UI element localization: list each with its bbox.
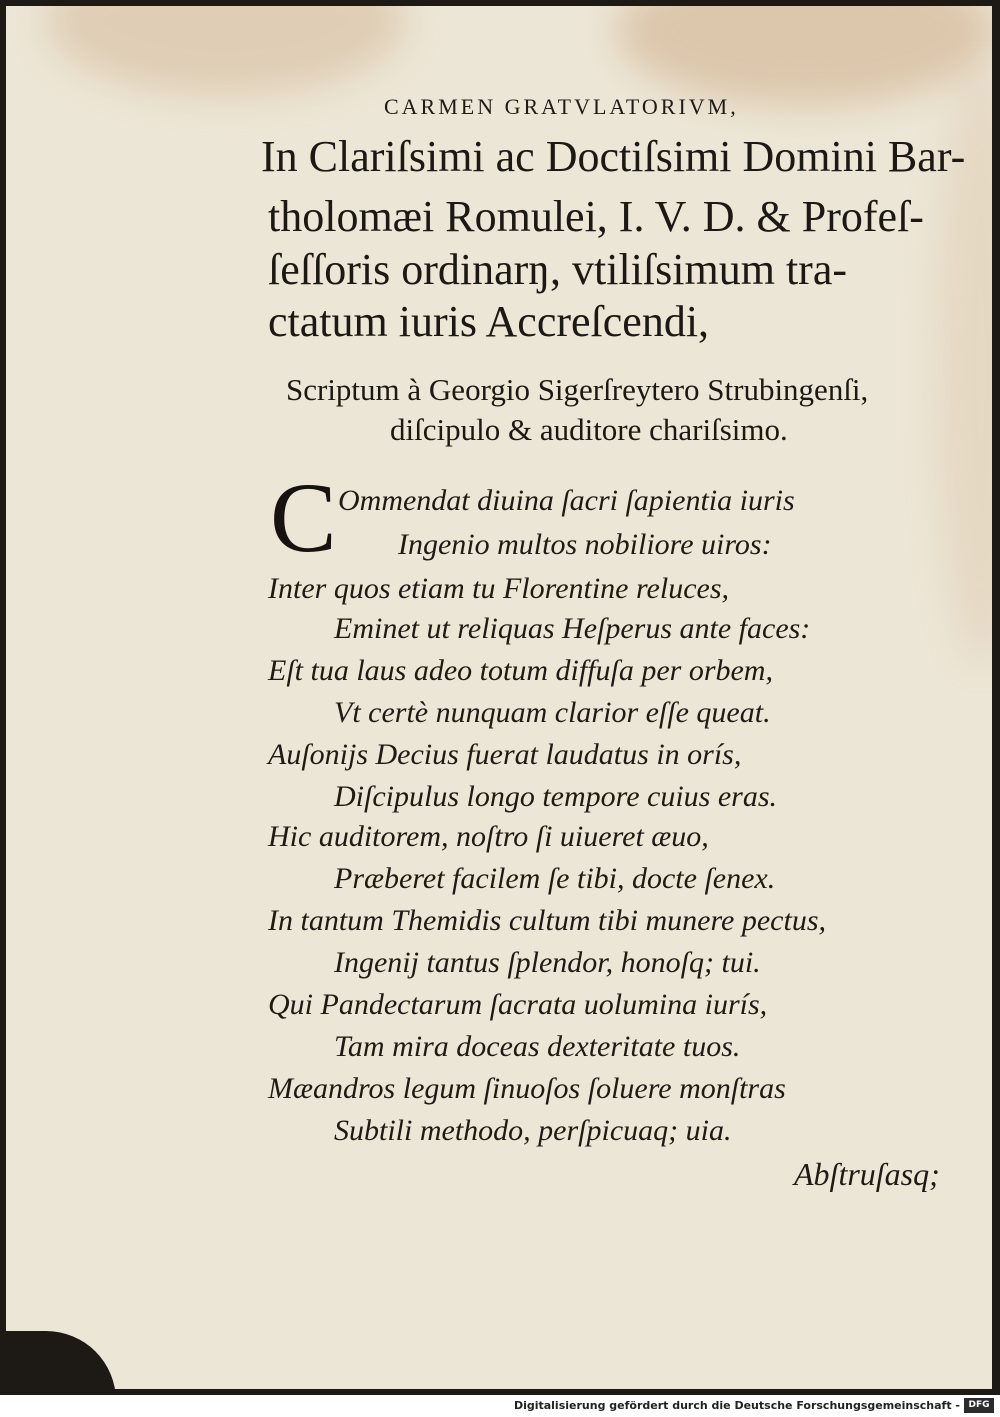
drop-cap: C bbox=[270, 462, 337, 573]
subtitle-line: diſcipulo & auditore chariſsimo. bbox=[390, 412, 788, 447]
verse-line: Ingenij tantus ſplendor, honoſq; tui. bbox=[334, 946, 761, 979]
verse-line: Hic auditorem, noſtro ſi uiueret æuo, bbox=[268, 820, 709, 853]
verse-line: Eminet ut reliquas Heſperus ante faces: bbox=[334, 612, 811, 645]
title-line: tholomæi Romulei, I. V. D. & Profeſ- bbox=[268, 192, 924, 241]
footer-credit: Digitalisierung gefördert durch die Deutsche Forschungsgemeinschaft - bbox=[513, 1399, 960, 1412]
verse-line: Inter quos etiam tu Florentine reluces, bbox=[268, 572, 730, 605]
water-stain bbox=[616, 6, 992, 106]
verse-line: Diſcipulus longo tempore cuius eras. bbox=[334, 780, 778, 813]
verse-line: Auſonijs Decius fuerat laudatus in orís, bbox=[268, 738, 742, 771]
verse-line: Mæandros legum ſinuoſos ſoluere monſtras bbox=[268, 1072, 786, 1105]
water-stain bbox=[46, 6, 406, 96]
running-head: CARMEN GRATVLATORIVM, bbox=[384, 94, 739, 119]
subtitle-line: Scriptum à Georgio Sigerſreytero Strubingenſi, bbox=[286, 372, 869, 407]
verse-line: In tantum Themidis cultum tibi munere pectus, bbox=[268, 904, 826, 937]
verse-line: Qui Pandectarum ſacrata uolumina iurís, bbox=[268, 988, 768, 1021]
verse-line: Præberet facilem ſe tibi, docte ſenex. bbox=[334, 862, 776, 895]
verse-line: Eſt tua laus adeo totum diffuſa per orbem, bbox=[268, 654, 773, 687]
verse-line: Subtili methodo, perſpicuaq; uia. bbox=[334, 1114, 732, 1147]
verse-line: Ingenio multos nobiliore uiros: bbox=[398, 528, 772, 561]
title-line: ſeſſoris ordinarŋ, vtiliſsimum tra- bbox=[268, 245, 848, 294]
title-line: ctatum iuris Accreſcendi, bbox=[268, 297, 710, 346]
catchword: Abſtruſasq; bbox=[794, 1156, 940, 1192]
title-line: In Clariſsimi ac Doctiſsimi Domini Bar- bbox=[261, 132, 966, 181]
ink-blot bbox=[6, 1331, 116, 1389]
dfg-logo-icon: DFG bbox=[964, 1398, 994, 1413]
verse-line: Ommendat diuina ſacri ſapientia iuris bbox=[338, 484, 795, 517]
footer-bar bbox=[0, 1395, 1000, 1417]
verse-line: Vt certè nunquam clarior eſſe queat. bbox=[334, 696, 771, 729]
verse-line: Tam mira doceas dexteritate tuos. bbox=[334, 1030, 741, 1063]
book-page bbox=[6, 6, 992, 1389]
